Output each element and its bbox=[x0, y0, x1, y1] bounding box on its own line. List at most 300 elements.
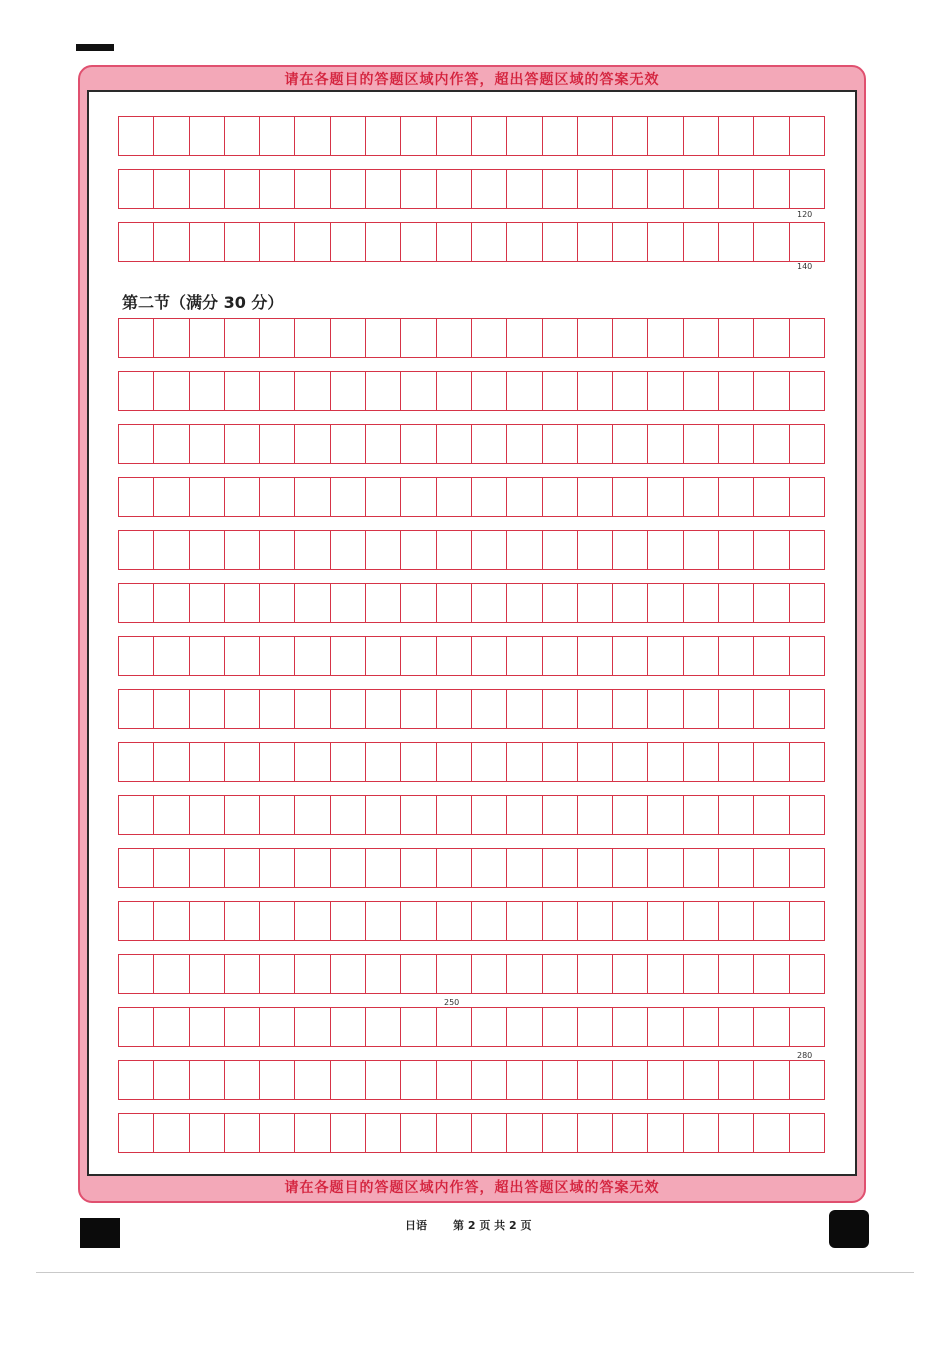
grid-cell[interactable] bbox=[578, 170, 613, 208]
grid-cell[interactable] bbox=[684, 223, 719, 261]
grid-cell[interactable] bbox=[648, 478, 683, 516]
grid-cell[interactable] bbox=[401, 637, 436, 675]
grid-cell[interactable] bbox=[225, 796, 260, 834]
grid-cell[interactable] bbox=[154, 849, 189, 887]
grid-cell[interactable] bbox=[578, 796, 613, 834]
grid-cell[interactable] bbox=[613, 1114, 648, 1152]
grid-cell[interactable] bbox=[331, 584, 366, 622]
grid-cell[interactable] bbox=[790, 690, 824, 728]
grid-cell[interactable] bbox=[119, 478, 154, 516]
grid-cell[interactable] bbox=[154, 425, 189, 463]
grid-cell[interactable] bbox=[754, 1061, 789, 1099]
grid-cell[interactable] bbox=[331, 1061, 366, 1099]
grid-cell[interactable] bbox=[578, 117, 613, 155]
grid-cell[interactable] bbox=[260, 584, 295, 622]
grid-cell[interactable] bbox=[790, 425, 824, 463]
grid-cell[interactable] bbox=[437, 690, 472, 728]
grid-cell[interactable] bbox=[331, 849, 366, 887]
grid-cell[interactable] bbox=[190, 372, 225, 410]
grid-cell[interactable] bbox=[154, 584, 189, 622]
grid-cell[interactable] bbox=[543, 531, 578, 569]
grid-cell[interactable] bbox=[225, 531, 260, 569]
grid-cell[interactable] bbox=[754, 743, 789, 781]
grid-cell[interactable] bbox=[684, 531, 719, 569]
grid-cell[interactable] bbox=[225, 955, 260, 993]
grid-cell[interactable] bbox=[472, 743, 507, 781]
grid-cell[interactable] bbox=[790, 170, 824, 208]
grid-cell[interactable] bbox=[507, 425, 542, 463]
grid-cell[interactable] bbox=[225, 372, 260, 410]
grid-cell[interactable] bbox=[295, 849, 330, 887]
grid-cell[interactable] bbox=[260, 1008, 295, 1046]
grid-cell[interactable] bbox=[437, 531, 472, 569]
grid-cell[interactable] bbox=[754, 796, 789, 834]
grid-cell[interactable] bbox=[648, 1061, 683, 1099]
grid-cell[interactable] bbox=[578, 849, 613, 887]
grid-cell[interactable] bbox=[260, 223, 295, 261]
grid-cell[interactable] bbox=[543, 743, 578, 781]
grid-cell[interactable] bbox=[190, 955, 225, 993]
grid-cell[interactable] bbox=[260, 478, 295, 516]
grid-cell[interactable] bbox=[366, 743, 401, 781]
grid-cell[interactable] bbox=[401, 319, 436, 357]
grid-cell[interactable] bbox=[648, 531, 683, 569]
grid-cell[interactable] bbox=[260, 955, 295, 993]
grid-cell[interactable] bbox=[648, 690, 683, 728]
grid-cell[interactable] bbox=[613, 478, 648, 516]
grid-cell[interactable] bbox=[366, 955, 401, 993]
grid-cell[interactable] bbox=[119, 584, 154, 622]
grid-cell[interactable] bbox=[366, 637, 401, 675]
grid-cell[interactable] bbox=[225, 1114, 260, 1152]
grid-cell[interactable] bbox=[154, 690, 189, 728]
grid-cell[interactable] bbox=[719, 223, 754, 261]
grid-cell[interactable] bbox=[578, 1061, 613, 1099]
grid-cell[interactable] bbox=[790, 1114, 824, 1152]
grid-cell[interactable] bbox=[366, 531, 401, 569]
grid-cell[interactable] bbox=[331, 902, 366, 940]
grid-cell[interactable] bbox=[754, 372, 789, 410]
grid-cell[interactable] bbox=[754, 531, 789, 569]
grid-cell[interactable] bbox=[507, 1114, 542, 1152]
grid-cell[interactable] bbox=[507, 117, 542, 155]
grid-cell[interactable] bbox=[472, 1008, 507, 1046]
grid-cell[interactable] bbox=[719, 531, 754, 569]
grid-cell[interactable] bbox=[754, 319, 789, 357]
grid-cell[interactable] bbox=[331, 955, 366, 993]
grid-cell[interactable] bbox=[790, 1061, 824, 1099]
grid-cell[interactable] bbox=[260, 319, 295, 357]
grid-cell[interactable] bbox=[331, 170, 366, 208]
grid-cell[interactable] bbox=[790, 319, 824, 357]
grid-cell[interactable] bbox=[260, 170, 295, 208]
grid-cell[interactable] bbox=[507, 1061, 542, 1099]
grid-cell[interactable] bbox=[613, 584, 648, 622]
grid-cell[interactable] bbox=[225, 743, 260, 781]
grid-cell[interactable] bbox=[331, 1008, 366, 1046]
grid-cell[interactable] bbox=[366, 902, 401, 940]
grid-cell[interactable] bbox=[154, 117, 189, 155]
grid-cell[interactable] bbox=[190, 584, 225, 622]
grid-cell[interactable] bbox=[190, 319, 225, 357]
grid-cell[interactable] bbox=[684, 1008, 719, 1046]
grid-cell[interactable] bbox=[754, 902, 789, 940]
grid-cell[interactable] bbox=[366, 223, 401, 261]
grid-cell[interactable] bbox=[472, 955, 507, 993]
grid-cell[interactable] bbox=[684, 117, 719, 155]
grid-cell[interactable] bbox=[578, 319, 613, 357]
grid-cell[interactable] bbox=[648, 117, 683, 155]
grid-cell[interactable] bbox=[648, 372, 683, 410]
grid-cell[interactable] bbox=[684, 372, 719, 410]
grid-cell[interactable] bbox=[790, 743, 824, 781]
grid-cell[interactable] bbox=[119, 223, 154, 261]
grid-cell[interactable] bbox=[154, 478, 189, 516]
grid-cell[interactable] bbox=[472, 425, 507, 463]
grid-cell[interactable] bbox=[543, 170, 578, 208]
grid-cell[interactable] bbox=[648, 637, 683, 675]
grid-cell[interactable] bbox=[295, 1008, 330, 1046]
grid-cell[interactable] bbox=[578, 223, 613, 261]
grid-cell[interactable] bbox=[543, 425, 578, 463]
grid-cell[interactable] bbox=[295, 637, 330, 675]
grid-cell[interactable] bbox=[119, 743, 154, 781]
grid-cell[interactable] bbox=[331, 690, 366, 728]
grid-cell[interactable] bbox=[472, 478, 507, 516]
grid-cell[interactable] bbox=[154, 955, 189, 993]
grid-cell[interactable] bbox=[754, 223, 789, 261]
grid-cell[interactable] bbox=[578, 902, 613, 940]
grid-cell[interactable] bbox=[543, 902, 578, 940]
grid-cell[interactable] bbox=[119, 1061, 154, 1099]
grid-cell[interactable] bbox=[437, 902, 472, 940]
grid-cell[interactable] bbox=[331, 637, 366, 675]
grid-cell[interactable] bbox=[507, 319, 542, 357]
grid-cell[interactable] bbox=[684, 425, 719, 463]
grid-cell[interactable] bbox=[331, 319, 366, 357]
grid-cell[interactable] bbox=[366, 170, 401, 208]
grid-cell[interactable] bbox=[507, 849, 542, 887]
grid-cell[interactable] bbox=[260, 690, 295, 728]
grid-cell[interactable] bbox=[472, 637, 507, 675]
grid-cell[interactable] bbox=[260, 531, 295, 569]
grid-cell[interactable] bbox=[295, 584, 330, 622]
grid-cell[interactable] bbox=[154, 223, 189, 261]
grid-cell[interactable] bbox=[684, 637, 719, 675]
grid-cell[interactable] bbox=[790, 637, 824, 675]
grid-cell[interactable] bbox=[401, 1114, 436, 1152]
grid-cell[interactable] bbox=[119, 425, 154, 463]
grid-cell[interactable] bbox=[507, 170, 542, 208]
grid-cell[interactable] bbox=[507, 478, 542, 516]
grid-cell[interactable] bbox=[260, 117, 295, 155]
grid-cell[interactable] bbox=[154, 743, 189, 781]
grid-cell[interactable] bbox=[225, 690, 260, 728]
grid-cell[interactable] bbox=[154, 637, 189, 675]
grid-cell[interactable] bbox=[472, 690, 507, 728]
grid-cell[interactable] bbox=[790, 796, 824, 834]
grid-cell[interactable] bbox=[507, 955, 542, 993]
grid-cell[interactable] bbox=[437, 955, 472, 993]
grid-cell[interactable] bbox=[295, 223, 330, 261]
grid-cell[interactable] bbox=[684, 690, 719, 728]
grid-cell[interactable] bbox=[719, 796, 754, 834]
grid-cell[interactable] bbox=[154, 170, 189, 208]
grid-cell[interactable] bbox=[472, 117, 507, 155]
grid-cell[interactable] bbox=[578, 690, 613, 728]
grid-cell[interactable] bbox=[507, 584, 542, 622]
grid-cell[interactable] bbox=[790, 849, 824, 887]
grid-cell[interactable] bbox=[225, 170, 260, 208]
grid-cell[interactable] bbox=[578, 955, 613, 993]
grid-cell[interactable] bbox=[366, 796, 401, 834]
grid-cell[interactable] bbox=[119, 170, 154, 208]
grid-cell[interactable] bbox=[401, 743, 436, 781]
grid-cell[interactable] bbox=[719, 425, 754, 463]
grid-cell[interactable] bbox=[401, 796, 436, 834]
grid-cell[interactable] bbox=[472, 1061, 507, 1099]
grid-cell[interactable] bbox=[613, 223, 648, 261]
grid-cell[interactable] bbox=[154, 1114, 189, 1152]
grid-cell[interactable] bbox=[648, 425, 683, 463]
grid-cell[interactable] bbox=[613, 637, 648, 675]
grid-cell[interactable] bbox=[366, 690, 401, 728]
grid-cell[interactable] bbox=[543, 1114, 578, 1152]
grid-cell[interactable] bbox=[648, 1114, 683, 1152]
grid-cell[interactable] bbox=[154, 319, 189, 357]
grid-cell[interactable] bbox=[295, 372, 330, 410]
grid-cell[interactable] bbox=[295, 796, 330, 834]
grid-cell[interactable] bbox=[154, 902, 189, 940]
grid-cell[interactable] bbox=[366, 849, 401, 887]
grid-cell[interactable] bbox=[260, 902, 295, 940]
grid-cell[interactable] bbox=[719, 1061, 754, 1099]
grid-cell[interactable] bbox=[472, 223, 507, 261]
grid-cell[interactable] bbox=[648, 849, 683, 887]
grid-cell[interactable] bbox=[578, 584, 613, 622]
grid-cell[interactable] bbox=[507, 223, 542, 261]
grid-cell[interactable] bbox=[507, 796, 542, 834]
grid-cell[interactable] bbox=[754, 690, 789, 728]
grid-cell[interactable] bbox=[295, 743, 330, 781]
grid-cell[interactable] bbox=[119, 1008, 154, 1046]
grid-cell[interactable] bbox=[790, 478, 824, 516]
grid-cell[interactable] bbox=[754, 1008, 789, 1046]
grid-cell[interactable] bbox=[331, 478, 366, 516]
grid-cell[interactable] bbox=[754, 425, 789, 463]
grid-cell[interactable] bbox=[472, 584, 507, 622]
grid-cell[interactable] bbox=[719, 170, 754, 208]
grid-cell[interactable] bbox=[790, 584, 824, 622]
grid-cell[interactable] bbox=[578, 743, 613, 781]
grid-cell[interactable] bbox=[719, 902, 754, 940]
grid-cell[interactable] bbox=[295, 531, 330, 569]
grid-cell[interactable] bbox=[401, 584, 436, 622]
grid-cell[interactable] bbox=[613, 531, 648, 569]
grid-cell[interactable] bbox=[295, 319, 330, 357]
grid-cell[interactable] bbox=[190, 1114, 225, 1152]
grid-cell[interactable] bbox=[507, 372, 542, 410]
grid-cell[interactable] bbox=[401, 902, 436, 940]
grid-cell[interactable] bbox=[684, 584, 719, 622]
grid-cell[interactable] bbox=[472, 902, 507, 940]
grid-cell[interactable] bbox=[719, 1008, 754, 1046]
grid-cell[interactable] bbox=[401, 223, 436, 261]
grid-cell[interactable] bbox=[225, 319, 260, 357]
grid-cell[interactable] bbox=[225, 849, 260, 887]
grid-cell[interactable] bbox=[190, 425, 225, 463]
grid-cell[interactable] bbox=[790, 372, 824, 410]
grid-cell[interactable] bbox=[543, 1008, 578, 1046]
grid-cell[interactable] bbox=[119, 690, 154, 728]
grid-cell[interactable] bbox=[684, 319, 719, 357]
grid-cell[interactable] bbox=[260, 637, 295, 675]
grid-cell[interactable] bbox=[331, 223, 366, 261]
grid-cell[interactable] bbox=[190, 637, 225, 675]
grid-cell[interactable] bbox=[331, 117, 366, 155]
grid-cell[interactable] bbox=[190, 849, 225, 887]
grid-cell[interactable] bbox=[437, 223, 472, 261]
grid-cell[interactable] bbox=[119, 531, 154, 569]
grid-cell[interactable] bbox=[719, 849, 754, 887]
grid-cell[interactable] bbox=[684, 902, 719, 940]
grid-cell[interactable] bbox=[366, 425, 401, 463]
grid-cell[interactable] bbox=[437, 1008, 472, 1046]
grid-cell[interactable] bbox=[613, 1061, 648, 1099]
grid-cell[interactable] bbox=[119, 319, 154, 357]
grid-cell[interactable] bbox=[684, 478, 719, 516]
grid-cell[interactable] bbox=[472, 796, 507, 834]
grid-cell[interactable] bbox=[719, 637, 754, 675]
grid-cell[interactable] bbox=[613, 955, 648, 993]
grid-cell[interactable] bbox=[119, 1114, 154, 1152]
grid-cell[interactable] bbox=[295, 117, 330, 155]
grid-cell[interactable] bbox=[331, 372, 366, 410]
grid-cell[interactable] bbox=[507, 1008, 542, 1046]
grid-cell[interactable] bbox=[613, 743, 648, 781]
grid-cell[interactable] bbox=[578, 425, 613, 463]
grid-cell[interactable] bbox=[754, 117, 789, 155]
grid-cell[interactable] bbox=[543, 372, 578, 410]
grid-cell[interactable] bbox=[719, 1114, 754, 1152]
grid-cell[interactable] bbox=[401, 425, 436, 463]
grid-cell[interactable] bbox=[754, 955, 789, 993]
grid-cell[interactable] bbox=[648, 743, 683, 781]
grid-cell[interactable] bbox=[190, 902, 225, 940]
grid-cell[interactable] bbox=[366, 372, 401, 410]
grid-cell[interactable] bbox=[154, 531, 189, 569]
grid-cell[interactable] bbox=[437, 584, 472, 622]
grid-cell[interactable] bbox=[366, 1061, 401, 1099]
grid-cell[interactable] bbox=[790, 223, 824, 261]
grid-cell[interactable] bbox=[790, 531, 824, 569]
grid-cell[interactable] bbox=[472, 849, 507, 887]
grid-cell[interactable] bbox=[613, 690, 648, 728]
grid-cell[interactable] bbox=[437, 425, 472, 463]
grid-cell[interactable] bbox=[260, 1061, 295, 1099]
grid-cell[interactable] bbox=[225, 223, 260, 261]
grid-cell[interactable] bbox=[225, 637, 260, 675]
grid-cell[interactable] bbox=[648, 170, 683, 208]
grid-cell[interactable] bbox=[613, 425, 648, 463]
grid-cell[interactable] bbox=[684, 743, 719, 781]
grid-cell[interactable] bbox=[543, 849, 578, 887]
grid-cell[interactable] bbox=[437, 743, 472, 781]
grid-cell[interactable] bbox=[260, 849, 295, 887]
grid-cell[interactable] bbox=[401, 478, 436, 516]
grid-cell[interactable] bbox=[295, 425, 330, 463]
grid-cell[interactable] bbox=[754, 584, 789, 622]
grid-cell[interactable] bbox=[507, 637, 542, 675]
grid-cell[interactable] bbox=[401, 117, 436, 155]
grid-cell[interactable] bbox=[719, 372, 754, 410]
grid-cell[interactable] bbox=[543, 637, 578, 675]
grid-cell[interactable] bbox=[437, 478, 472, 516]
grid-cell[interactable] bbox=[648, 319, 683, 357]
grid-cell[interactable] bbox=[295, 170, 330, 208]
grid-cell[interactable] bbox=[119, 637, 154, 675]
grid-cell[interactable] bbox=[366, 478, 401, 516]
grid-cell[interactable] bbox=[543, 955, 578, 993]
grid-cell[interactable] bbox=[648, 796, 683, 834]
grid-cell[interactable] bbox=[260, 1114, 295, 1152]
grid-cell[interactable] bbox=[472, 1114, 507, 1152]
grid-cell[interactable] bbox=[401, 955, 436, 993]
grid-cell[interactable] bbox=[437, 319, 472, 357]
grid-cell[interactable] bbox=[719, 117, 754, 155]
grid-cell[interactable] bbox=[472, 319, 507, 357]
grid-cell[interactable] bbox=[119, 955, 154, 993]
grid-cell[interactable] bbox=[719, 690, 754, 728]
grid-cell[interactable] bbox=[154, 1061, 189, 1099]
grid-cell[interactable] bbox=[648, 902, 683, 940]
grid-cell[interactable] bbox=[754, 637, 789, 675]
grid-cell[interactable] bbox=[543, 690, 578, 728]
grid-cell[interactable] bbox=[684, 170, 719, 208]
grid-cell[interactable] bbox=[613, 170, 648, 208]
grid-cell[interactable] bbox=[613, 1008, 648, 1046]
grid-cell[interactable] bbox=[613, 902, 648, 940]
grid-cell[interactable] bbox=[437, 170, 472, 208]
grid-cell[interactable] bbox=[295, 902, 330, 940]
grid-cell[interactable] bbox=[190, 743, 225, 781]
grid-cell[interactable] bbox=[401, 1061, 436, 1099]
grid-cell[interactable] bbox=[225, 1008, 260, 1046]
grid-cell[interactable] bbox=[754, 1114, 789, 1152]
grid-cell[interactable] bbox=[684, 796, 719, 834]
grid-cell[interactable] bbox=[437, 796, 472, 834]
grid-cell[interactable] bbox=[225, 1061, 260, 1099]
grid-cell[interactable] bbox=[613, 117, 648, 155]
grid-cell[interactable] bbox=[366, 584, 401, 622]
grid-cell[interactable] bbox=[154, 796, 189, 834]
grid-cell[interactable] bbox=[225, 425, 260, 463]
grid-cell[interactable] bbox=[472, 531, 507, 569]
grid-cell[interactable] bbox=[190, 531, 225, 569]
grid-cell[interactable] bbox=[437, 1061, 472, 1099]
grid-cell[interactable] bbox=[437, 849, 472, 887]
grid-cell[interactable] bbox=[648, 223, 683, 261]
grid-cell[interactable] bbox=[190, 478, 225, 516]
grid-cell[interactable] bbox=[578, 637, 613, 675]
grid-cell[interactable] bbox=[190, 170, 225, 208]
grid-cell[interactable] bbox=[401, 690, 436, 728]
grid-cell[interactable] bbox=[437, 117, 472, 155]
grid-cell[interactable] bbox=[719, 478, 754, 516]
grid-cell[interactable] bbox=[401, 1008, 436, 1046]
grid-cell[interactable] bbox=[578, 1008, 613, 1046]
grid-cell[interactable] bbox=[154, 1008, 189, 1046]
